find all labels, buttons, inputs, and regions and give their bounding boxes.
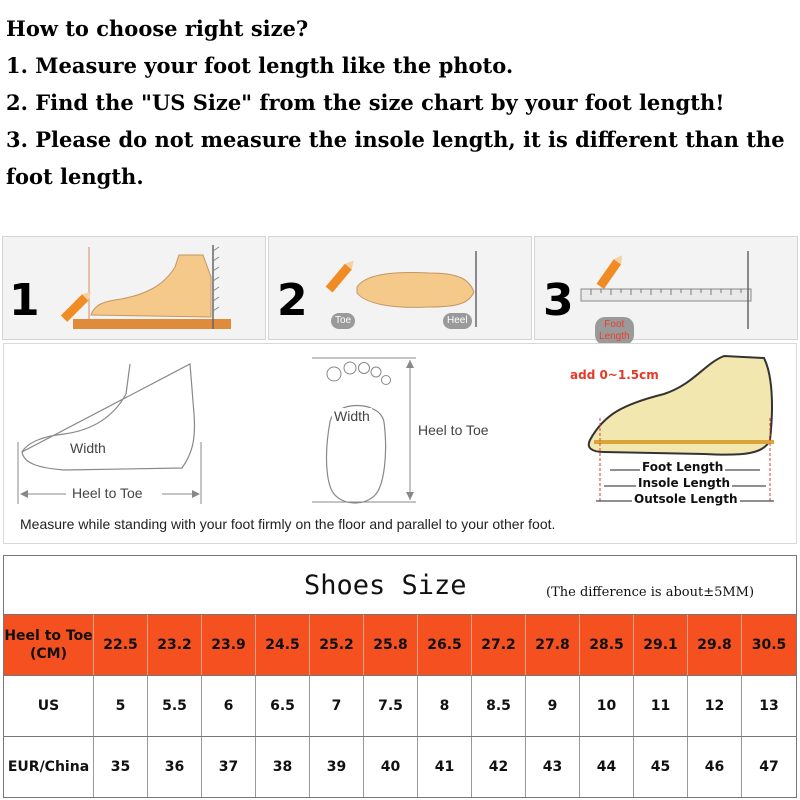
size-cell: 6 [202, 676, 256, 736]
size-cell: 22.5 [94, 615, 148, 675]
size-cell: 29.1 [634, 615, 688, 675]
foot-length-label: Foot Length [595, 317, 634, 345]
size-cell: 36 [148, 737, 202, 797]
size-cell: 8.5 [472, 676, 526, 736]
size-cell: 5.5 [148, 676, 202, 736]
size-chart-table [3, 555, 797, 798]
foot-outline-drawings [4, 344, 796, 543]
width-label-top: Width [334, 408, 370, 424]
toe-label: Toe [331, 313, 355, 329]
instruction-step-2: 2. Find the "US Size" from the size chart by your foot length! [6, 90, 725, 115]
size-cell: 46 [688, 737, 742, 797]
size-cell: 24.5 [256, 615, 310, 675]
row-label-cell: Heel to Toe (CM) [4, 615, 94, 675]
size-chart-header [4, 556, 796, 615]
insole-length-text: Insole Length [638, 476, 731, 490]
heel-label: Heel [443, 313, 472, 329]
size-cell: 38 [256, 737, 310, 797]
size-cell: 43 [526, 737, 580, 797]
instructions-title: How to choose right size? [6, 16, 309, 41]
size-chart-note: (The difference is about±5MM) [546, 585, 755, 600]
size-cell: 9 [526, 676, 580, 736]
foot-measure-illustration-1 [3, 237, 265, 339]
size-cell: 25.2 [310, 615, 364, 675]
size-cell: 35 [94, 737, 148, 797]
size-cell: 39 [310, 737, 364, 797]
step-2-number: 2 [277, 275, 308, 326]
size-cell: 28.5 [580, 615, 634, 675]
size-cell: 5 [94, 676, 148, 736]
size-cell: 27.8 [526, 615, 580, 675]
ruler-illustration [535, 237, 797, 339]
table-row-us [4, 676, 796, 737]
size-cell: 47 [759, 759, 779, 775]
size-cell: 6.5 [256, 676, 310, 736]
size-cell: 23.9 [202, 615, 256, 675]
measure-caption: Measure while standing with your foot firmly on the floor and parallel to your other foot. [20, 516, 556, 532]
instruction-step-3: 3. Please do not measure the insole length, it is different than the foot length. [6, 127, 785, 189]
size-cell: 45 [634, 737, 688, 797]
table-row-eur-china [4, 737, 796, 797]
size-cell: 13 [759, 698, 779, 714]
size-cell: 30.5 [742, 615, 796, 675]
size-instructions [6, 10, 796, 195]
row-label-cell: EUR/China [4, 737, 94, 797]
size-cell: 7 [310, 676, 364, 736]
heel-to-toe-label-top: Heel to Toe [418, 422, 489, 438]
size-cell: 11 [634, 676, 688, 736]
outsole-length-text: Outsole Length [634, 492, 738, 506]
measurement-diagram [3, 343, 797, 544]
foot-length-text: Foot Length [642, 460, 724, 474]
width-label-side: Width [70, 440, 106, 456]
size-cell: 8 [418, 676, 472, 736]
step-3-panel [534, 236, 798, 340]
size-cell: 25.8 [364, 615, 418, 675]
step-1-number: 1 [9, 275, 40, 326]
size-cell: 44 [580, 737, 634, 797]
size-cell: 42 [472, 737, 526, 797]
row-label-cell: US [4, 676, 94, 736]
foot-measure-illustration-2 [269, 237, 531, 339]
step-3-number: 3 [543, 275, 574, 326]
step-2-panel [268, 236, 532, 340]
size-cell: 23.2 [148, 615, 202, 675]
size-cell: 10 [580, 676, 634, 736]
size-cell: 12 [688, 676, 742, 736]
size-cell: 7.5 [364, 676, 418, 736]
step-1-panel [2, 236, 266, 340]
size-chart-title: Shoes Size [304, 570, 467, 601]
size-cell: 27.2 [472, 615, 526, 675]
size-cell: 37 [202, 737, 256, 797]
size-cell: 40 [364, 737, 418, 797]
table-row-heel-to-toe [4, 615, 796, 676]
heel-to-toe-label-side: Heel to Toe [72, 485, 143, 501]
size-cell: 41 [418, 737, 472, 797]
size-cell: 26.5 [418, 615, 472, 675]
size-cell: 29.8 [688, 615, 742, 675]
instruction-step-1: 1. Measure your foot length like the photo. [6, 53, 514, 78]
add-allowance-label: add 0~1.5cm [570, 368, 659, 382]
